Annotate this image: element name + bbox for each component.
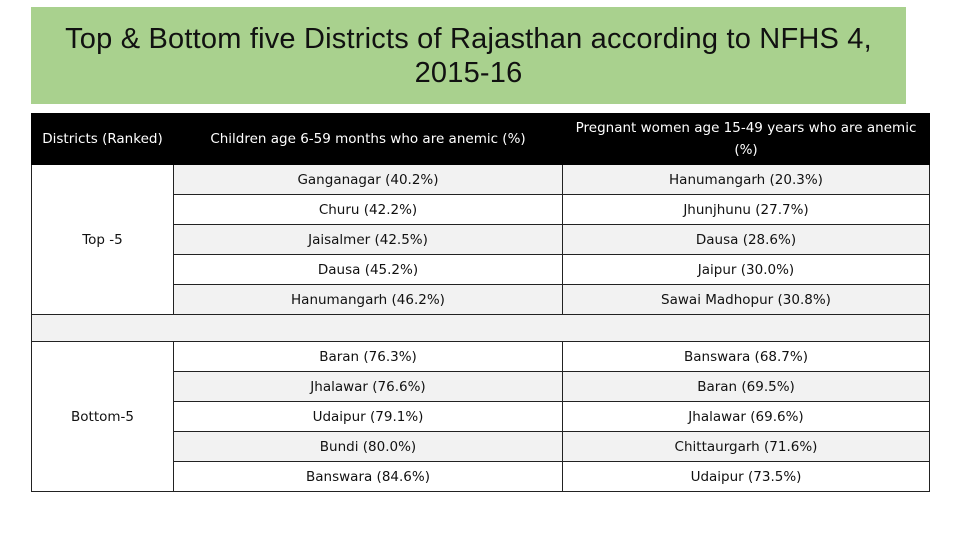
header-pregnant-women: Pregnant women age 15-49 years who are anemic (%) bbox=[563, 114, 930, 165]
children-cell: Jhalawar (76.6%) bbox=[174, 372, 563, 402]
page-title: Top & Bottom five Districts of Rajasthan according to NFHS 4, 2015-16 bbox=[65, 22, 872, 89]
children-cell: Hanumangarh (46.2%) bbox=[174, 285, 563, 315]
women-cell: Chittaurgarh (71.6%) bbox=[563, 432, 930, 462]
table-row bbox=[32, 165, 930, 195]
districts-table bbox=[31, 113, 930, 492]
women-cell: Jaipur (30.0%) bbox=[563, 255, 930, 285]
women-cell: Baran (69.5%) bbox=[563, 372, 930, 402]
group-label-bottom: Bottom-5 bbox=[32, 342, 174, 492]
children-cell: Bundi (80.0%) bbox=[174, 432, 563, 462]
women-cell: Dausa (28.6%) bbox=[563, 225, 930, 255]
group-label-top: Top -5 bbox=[32, 165, 174, 315]
children-cell: Dausa (45.2%) bbox=[174, 255, 563, 285]
header-children: Children age 6-59 months who are anemic (%) bbox=[174, 114, 563, 165]
women-cell: Jhalawar (69.6%) bbox=[563, 402, 930, 432]
children-cell: Banswara (84.6%) bbox=[174, 462, 563, 492]
women-cell: Jhunjhunu (27.7%) bbox=[563, 195, 930, 225]
children-cell: Churu (42.2%) bbox=[174, 195, 563, 225]
table-row bbox=[32, 342, 930, 372]
header-districts: Districts (Ranked) bbox=[32, 114, 174, 165]
children-cell: Ganganagar (40.2%) bbox=[174, 165, 563, 195]
separator-row bbox=[32, 315, 930, 342]
children-cell: Udaipur (79.1%) bbox=[174, 402, 563, 432]
table-header-row bbox=[32, 114, 930, 165]
women-cell: Banswara (68.7%) bbox=[563, 342, 930, 372]
separator-cell bbox=[32, 315, 930, 342]
women-cell: Udaipur (73.5%) bbox=[563, 462, 930, 492]
children-cell: Jaisalmer (42.5%) bbox=[174, 225, 563, 255]
women-cell: Hanumangarh (20.3%) bbox=[563, 165, 930, 195]
title-banner bbox=[31, 7, 906, 104]
women-cell: Sawai Madhopur (30.8%) bbox=[563, 285, 930, 315]
children-cell: Baran (76.3%) bbox=[174, 342, 563, 372]
